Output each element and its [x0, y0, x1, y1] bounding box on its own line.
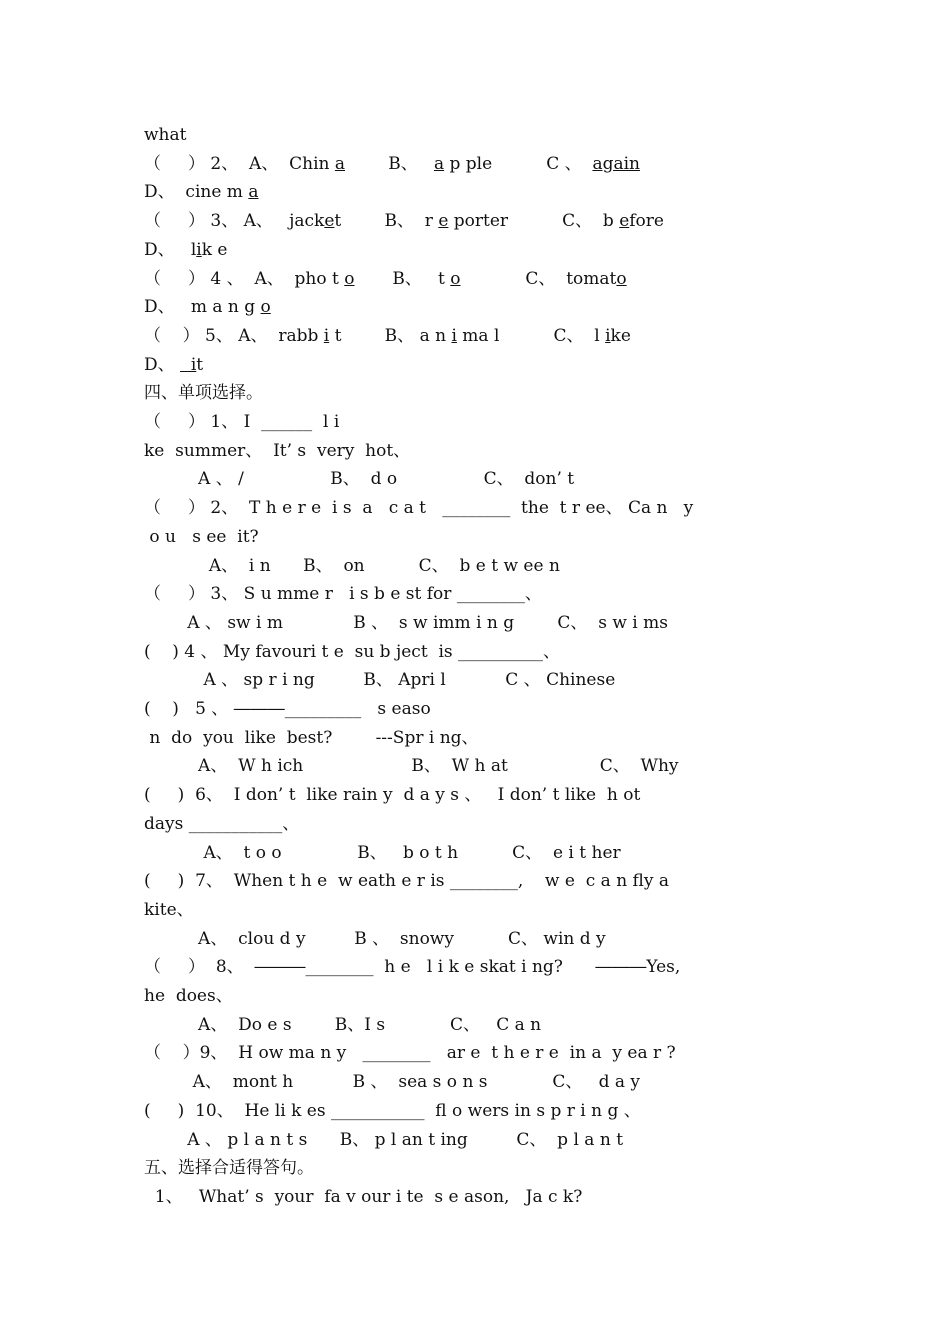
text-line — [0, 868, 950, 894]
text-line — [0, 753, 950, 779]
text-segment: porter C、 b — [448, 211, 620, 232]
text-segment: ( ) 7、 When t h e w eath e r is ________, w e c a n fly a — [144, 871, 670, 892]
text-segment: ( ) 6、 I don’ t like rain y d a y s 、 I don’ t like h ot — [144, 785, 641, 806]
text-line — [0, 237, 950, 263]
text-segment: he does、 — [144, 986, 233, 1006]
text-segment: C、 tomat — [460, 268, 617, 289]
underlined-letter: a — [334, 153, 346, 174]
underlined-letter: o — [450, 268, 461, 289]
text-segment: （ ） 5、 A、 rabb — [144, 325, 324, 346]
text-line — [0, 151, 950, 177]
text-segment: A、 W h ich B、 W h at C、 Why — [144, 756, 679, 777]
text-segment: A、 mont h B 、 sea s o n s C、 d a y — [144, 1072, 641, 1093]
text-segment: kite、 — [144, 899, 194, 920]
text-segment: A 、 / B、 d o C、 don’ t — [144, 469, 575, 490]
text-segment: what — [144, 125, 187, 145]
text-line — [0, 610, 950, 636]
text-segment: A、 clou d y B 、 snowy C、 win d y — [144, 928, 606, 949]
underlined-letter: i — [323, 325, 330, 346]
text-line — [0, 1012, 950, 1038]
text-line — [0, 122, 950, 148]
text-segment: （ ） 3、 S u mme r i s b e st for ________、 — [144, 584, 542, 605]
text-segment: D、 m a n g — [144, 297, 261, 318]
underlined-letter: e — [324, 211, 335, 232]
underlined-letter: o — [344, 268, 355, 289]
text-segment: （ ） 3、 A、 jack — [144, 211, 325, 232]
text-line — [0, 380, 950, 406]
text-line — [0, 553, 950, 579]
text-segment: A、 Do e s B、I s C、 C a n — [144, 1014, 542, 1035]
text-line — [0, 725, 950, 751]
text-segment: A、 t o o B、 b o t h C、 e i t her — [144, 842, 621, 863]
text-segment: D、 cine m — [144, 182, 249, 203]
text-line — [0, 495, 950, 521]
text-line — [0, 897, 950, 923]
text-line — [0, 1184, 950, 1210]
text-segment: 五、选择合适得答句。 — [144, 1158, 314, 1179]
text-segment: D、 l — [144, 239, 197, 260]
text-segment: A 、 sp r i ng B、 Apri l C 、 Chinese — [144, 670, 616, 691]
text-segment: （ ） 2、 A、 Chin — [144, 153, 335, 174]
text-line — [0, 179, 950, 205]
underlined-letter: i — [196, 239, 202, 260]
text-segment: A 、 p l a n t s B、 p l an t ing C、 p l a n t — [144, 1129, 624, 1150]
text-segment: D、 — [144, 354, 181, 375]
text-segment: 四、单项选择。 — [144, 383, 263, 404]
text-line — [0, 438, 950, 464]
text-segment: fore — [629, 211, 664, 232]
text-line — [0, 1127, 950, 1153]
text-segment: ______ — [261, 412, 313, 432]
text-line — [0, 782, 950, 808]
text-segment: （ ） 8、 ―――________ h e l i k e skat i ng? ―――Yes, — [144, 957, 681, 978]
text-line — [0, 581, 950, 607]
text-segment: ke — [610, 325, 631, 346]
text-line — [0, 926, 950, 952]
text-segment: t B、 r — [334, 211, 439, 232]
text-segment: ( ) 10、 He li k es ___________ fl o wers in s p r i n g 、 — [144, 1100, 641, 1121]
text-line — [0, 466, 950, 492]
underlined-letter: again — [592, 153, 640, 174]
underlined-letter: i — [180, 354, 197, 375]
text-segment: p ple C 、 — [444, 153, 593, 174]
underlined-letter: a — [433, 153, 445, 174]
text-segment: l i — [312, 412, 340, 432]
text-segment: B、 t — [354, 268, 451, 289]
text-line — [0, 1069, 950, 1095]
underlined-letter: o — [616, 268, 627, 289]
text-line — [0, 811, 950, 837]
text-line — [0, 1155, 950, 1181]
text-segment: ( ) 4 、 My favouri t e su b ject is __________、 — [144, 641, 561, 662]
text-segment: （ ） 2、 T h e r e i s a c a t ________ the t r ee、 Ca n y — [144, 498, 694, 519]
text-segment: （ ） 4 、 A、 pho t — [144, 268, 345, 289]
text-line — [0, 1040, 950, 1066]
text-line — [0, 266, 950, 292]
text-segment: 1、 What’ s your fa v our i te s e ason, Ja c k? — [144, 1186, 583, 1207]
text-line — [0, 409, 950, 435]
text-segment: （ ）9、 H ow ma n y ________ ar e t h e r e in a y ea r ? — [144, 1043, 676, 1064]
text-segment: days ___________、 — [144, 813, 300, 834]
text-segment: A 、 sw i m B 、 s w imm i n g C、 s w i ms — [144, 612, 668, 633]
text-segment: （ ） 1、 I — [144, 412, 262, 432]
text-line — [0, 1098, 950, 1124]
text-line — [0, 208, 950, 234]
text-line — [0, 294, 950, 320]
text-segment: t B、 a n — [329, 325, 452, 346]
text-segment: t — [196, 354, 204, 375]
text-line — [0, 524, 950, 550]
text-line — [0, 667, 950, 693]
text-segment: ( ) 5 、 ―――_________ s easo — [144, 699, 431, 719]
underlined-letter: a — [248, 182, 259, 203]
text-segment: o u s ee it? — [144, 526, 259, 547]
underlined-letter: e — [438, 211, 449, 232]
text-line — [0, 840, 950, 866]
underlined-letter: o — [260, 297, 271, 318]
text-segment: B、 — [345, 153, 434, 174]
underlined-letter: i — [451, 325, 457, 346]
text-segment: ke summer、 It’ s very hot、 — [144, 440, 411, 461]
text-segment: k e — [201, 239, 228, 260]
text-line — [0, 983, 950, 1009]
underlined-letter: e — [619, 211, 630, 232]
text-line — [0, 323, 950, 349]
text-line — [0, 954, 950, 980]
text-segment: n do you like best? ---Spr i ng、 — [144, 727, 479, 748]
text-segment: A、 i n B、 on C、 b e t w ee n — [144, 555, 560, 576]
text-line — [0, 696, 950, 722]
text-segment: ma l C、 l — [456, 325, 606, 346]
text-line — [0, 639, 950, 665]
text-line — [0, 352, 950, 378]
underlined-letter: i — [605, 325, 611, 346]
